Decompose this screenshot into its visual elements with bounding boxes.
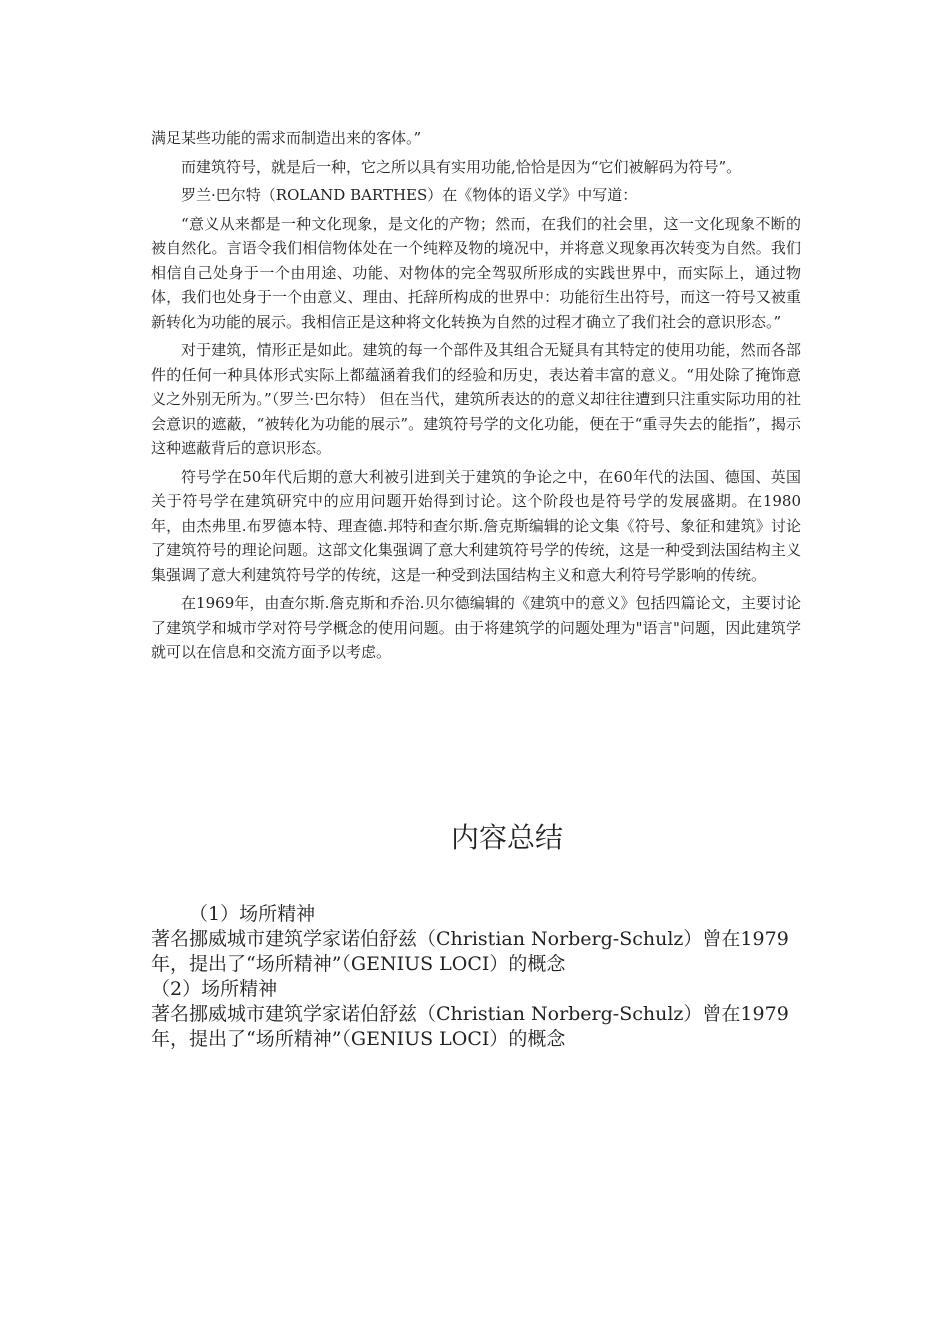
paragraph-architecture-meaning: 对于建筑，情形正是如此。建筑的每一个部件及其组合无疑具有其特定的使用功能，然而各部件的任何一种具体形式实际上都蕴涵着我们的经验和历史，表达着丰富的意义。“用处除了掩饰意义之外别无所为。”（罗兰·巴尔特） 但在当代，建筑所表达的的意义却往往遭到只注重实际功用的社会意识的遮蔽，“被转化为功能的展示”。建筑符号学的文化功能，便在于“重寻失去的能指”，揭示这种遮蔽背后的意识形态。: [151, 341, 801, 457]
summary-item-1-line-2: 年，提出了“场所精神”（GENIUS LOCI）的概念: [151, 953, 566, 975]
paragraph-meaning-in-architecture: 在1969年，由查尔斯.詹克斯和乔治.贝尔德编辑的《建筑中的意义》包括四篇论文，主要讨论了建筑学和城市学对符号学概念的使用问题。由于将建筑学的问题处理为"语言"问题，因此建筑学就可以在信息和交流方面予以考虑。: [151, 594, 801, 661]
document-body: [151, 126, 801, 669]
paragraph-barthes-intro: 罗兰·巴尔特（ROLAND BARTHES）在《物体的语义学》中写道：: [181, 186, 638, 204]
summary-section: [151, 818, 811, 1052]
summary-item-2-line-1: 著名挪威城市建筑学家诺伯舒兹（Christian Norberg-Schulz）曾在1979: [151, 1003, 789, 1025]
summary-title: 内容总结: [450, 821, 563, 854]
paragraph-semiotics-history: 符号学在50年代后期的意大利被引进到关于建筑的争论之中，在60年代的法国、德国、英国关于符号学在建筑研究中的应用问题开始得到讨论。这个阶段也是符号学的发展盛期。在1980年，由杰弗里.布罗德本特、理查德.邦特和查尔斯.詹克斯编辑的论文集《符号、象征和建筑》讨论了建筑符号的理论问题。这部文化集强调了意大利建筑符号学的传统，这是一种受到法国结构主义集强调了意大利建筑符号学的传统，这是一种受到法国结构主义和意大利符号学影响的传统。: [151, 467, 801, 584]
paragraph-barthes-quote: “意义从来都是一种文化现象，是文化的产物；然而，在我们的社会里，这一文化现象不断的被自然化。言语令我们相信物体处在一个纯粹及物的境况中，并将意义现象再次转变为自然。我们相信自己处身于一个由用途、功能、对物体的完全驾驭所形成的实践世界中，而实际上，通过物体，我们也处身于一个由意义、理由、托辞所构成的世界中：功能衍生出符号，而这一符号又被重新转化为功能的展示。我相信正是这种将文化转换为自然的过程才确立了我们社会的意识形态。”: [151, 214, 801, 331]
paragraph-continuation: 满足某些功能的需求而制造出来的客体。”: [151, 129, 422, 147]
summary-item-2-line-2: 年，提出了“场所精神”（GENIUS LOCI）的概念: [151, 1028, 566, 1050]
summary-item-1-line-1: 著名挪威城市建筑学家诺伯舒兹（Christian Norberg-Schulz）曾在1979: [151, 928, 789, 950]
paragraph-architecture-sign: 而建筑符号，就是后一种，它之所以具有实用功能,恰恰是因为“它们被解码为符号”。: [181, 157, 742, 176]
summary-item-2-heading: （2）场所精神: [151, 978, 278, 1000]
summary-item-1-heading: （1）场所精神: [189, 903, 316, 925]
